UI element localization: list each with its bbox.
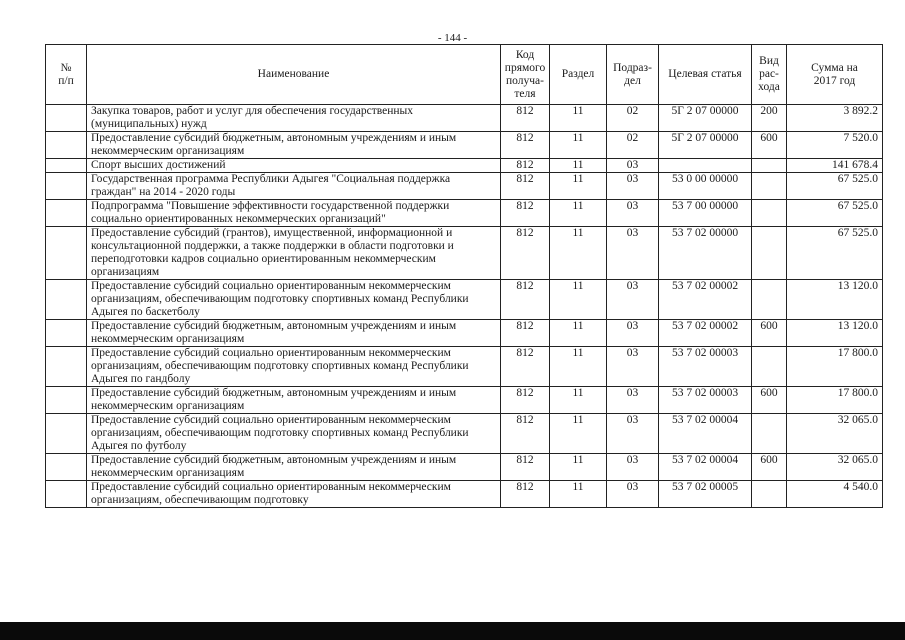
cell-amount: 141 678.4 — [787, 159, 883, 173]
table-row — [46, 387, 883, 414]
cell-code: 812 — [501, 387, 550, 414]
scan-bottom-edge — [0, 622, 905, 640]
cell-expense-type — [752, 159, 787, 173]
cell-amount: 4 540.0 — [787, 481, 883, 508]
cell-num — [46, 227, 87, 280]
table-row — [46, 454, 883, 481]
cell-amount: 32 065.0 — [787, 454, 883, 481]
cell-subsection: 03 — [607, 200, 659, 227]
cell-amount: 3 892.2 — [787, 105, 883, 132]
cell-name: Предоставление субсидий бюджетным, автономным учреждениям и иным некоммерческим организациям — [87, 454, 501, 481]
cell-name: Государственная программа Республики Адыгея "Социальная поддержка граждан" на 2014 - 2020 годы — [87, 173, 501, 200]
page-number: - 144 - — [437, 32, 468, 44]
table-row — [46, 227, 883, 280]
cell-subsection: 03 — [607, 414, 659, 454]
cell-target: 53 0 00 00000 — [659, 173, 752, 200]
header-expense-type: Вид рас- хода — [752, 45, 787, 105]
table-row — [46, 280, 883, 320]
cell-target: 53 7 02 00002 — [659, 280, 752, 320]
cell-target: 5Г 2 07 00000 — [659, 132, 752, 159]
cell-subsection: 02 — [607, 132, 659, 159]
cell-amount: 17 800.0 — [787, 347, 883, 387]
cell-target: 53 7 02 00002 — [659, 320, 752, 347]
cell-subsection: 03 — [607, 481, 659, 508]
cell-target: 53 7 02 00004 — [659, 454, 752, 481]
cell-code: 812 — [501, 320, 550, 347]
header-num: № п/п — [46, 45, 87, 105]
cell-section: 11 — [550, 347, 607, 387]
cell-amount: 7 520.0 — [787, 132, 883, 159]
cell-code: 812 — [501, 159, 550, 173]
cell-amount: 13 120.0 — [787, 320, 883, 347]
cell-expense-type — [752, 414, 787, 454]
cell-target: 53 7 02 00004 — [659, 414, 752, 454]
cell-section: 11 — [550, 414, 607, 454]
table-row — [46, 159, 883, 173]
cell-section: 11 — [550, 159, 607, 173]
cell-section: 11 — [550, 320, 607, 347]
cell-name: Спорт высших достижений — [87, 159, 501, 173]
cell-code: 812 — [501, 454, 550, 481]
table-row — [46, 200, 883, 227]
cell-num — [46, 173, 87, 200]
cell-section: 11 — [550, 280, 607, 320]
cell-subsection: 02 — [607, 105, 659, 132]
cell-num — [46, 454, 87, 481]
cell-amount: 67 525.0 — [787, 227, 883, 280]
cell-section: 11 — [550, 454, 607, 481]
cell-code: 812 — [501, 132, 550, 159]
cell-code: 812 — [501, 414, 550, 454]
header-target: Целевая статья — [659, 45, 752, 105]
cell-code: 812 — [501, 280, 550, 320]
cell-name: Предоставление субсидий социально ориентированным некоммерческим организациям, обеспечивающим подготовку спортивных команд Республики Адыгея по баскетболу — [87, 280, 501, 320]
cell-name: Предоставление субсидий социально ориентированным некоммерческим организациям, обеспечивающим подготовку спортивных команд Республики Адыгея по гандболу — [87, 347, 501, 387]
table-row — [46, 132, 883, 159]
table-header-row — [46, 45, 883, 105]
cell-section: 11 — [550, 200, 607, 227]
cell-num — [46, 347, 87, 387]
cell-name: Предоставление субсидий бюджетным, автономным учреждениям и иным некоммерческим организациям — [87, 387, 501, 414]
cell-name: Предоставление субсидий социально ориентированным некоммерческим организациям, обеспечивающим подготовку — [87, 481, 501, 508]
cell-subsection: 03 — [607, 347, 659, 387]
cell-expense-type — [752, 481, 787, 508]
cell-section: 11 — [550, 387, 607, 414]
cell-name: Предоставление субсидий социально ориентированным некоммерческим организациям, обеспечивающим подготовку спортивных команд Республики Адыгея по футболу — [87, 414, 501, 454]
cell-subsection: 03 — [607, 280, 659, 320]
cell-amount: 13 120.0 — [787, 280, 883, 320]
cell-expense-type — [752, 173, 787, 200]
table-row — [46, 173, 883, 200]
cell-expense-type: 600 — [752, 387, 787, 414]
cell-name: Закупка товаров, работ и услуг для обеспечения государственных (муниципальных) нужд — [87, 105, 501, 132]
cell-expense-type — [752, 347, 787, 387]
cell-num — [46, 159, 87, 173]
cell-target: 53 7 02 00003 — [659, 387, 752, 414]
cell-num — [46, 105, 87, 132]
table-row — [46, 320, 883, 347]
cell-code: 812 — [501, 105, 550, 132]
cell-num — [46, 414, 87, 454]
cell-num — [46, 200, 87, 227]
cell-target — [659, 159, 752, 173]
cell-code: 812 — [501, 481, 550, 508]
cell-target: 53 7 02 00000 — [659, 227, 752, 280]
cell-amount: 67 525.0 — [787, 200, 883, 227]
cell-code: 812 — [501, 347, 550, 387]
cell-section: 11 — [550, 105, 607, 132]
cell-subsection: 03 — [607, 454, 659, 481]
cell-name: Предоставление субсидий бюджетным, автономным учреждениям и иным некоммерческим организациям — [87, 320, 501, 347]
cell-num — [46, 132, 87, 159]
cell-amount: 32 065.0 — [787, 414, 883, 454]
cell-subsection: 03 — [607, 227, 659, 280]
cell-amount: 17 800.0 — [787, 387, 883, 414]
cell-expense-type: 600 — [752, 132, 787, 159]
cell-expense-type: 600 — [752, 320, 787, 347]
cell-num — [46, 280, 87, 320]
header-amount: Сумма на 2017 год — [787, 45, 883, 105]
cell-expense-type — [752, 227, 787, 280]
budget-table — [45, 44, 883, 508]
cell-code: 812 — [501, 200, 550, 227]
cell-target: 53 7 02 00005 — [659, 481, 752, 508]
cell-target: 5Г 2 07 00000 — [659, 105, 752, 132]
cell-num — [46, 387, 87, 414]
header-subsection: Подраз- дел — [607, 45, 659, 105]
cell-section: 11 — [550, 227, 607, 280]
cell-code: 812 — [501, 173, 550, 200]
cell-expense-type — [752, 280, 787, 320]
cell-target: 53 7 02 00003 — [659, 347, 752, 387]
header-name: Наименование — [87, 45, 501, 105]
cell-section: 11 — [550, 481, 607, 508]
cell-name: Подпрограмма "Повышение эффективности государственной поддержки социально ориентированных некоммерческих организаций" — [87, 200, 501, 227]
cell-section: 11 — [550, 132, 607, 159]
cell-num — [46, 320, 87, 347]
cell-num — [46, 481, 87, 508]
cell-expense-type — [752, 200, 787, 227]
cell-amount: 67 525.0 — [787, 173, 883, 200]
cell-name: Предоставление субсидий (грантов), имущественной, информационной и консультационной поддержки, а также поддержки в области подготовки и переподготовки кадров социально ориентированным некоммерческим организациям — [87, 227, 501, 280]
cell-expense-type: 600 — [752, 454, 787, 481]
cell-target: 53 7 00 00000 — [659, 200, 752, 227]
cell-subsection: 03 — [607, 173, 659, 200]
cell-subsection: 03 — [607, 320, 659, 347]
cell-code: 812 — [501, 227, 550, 280]
cell-subsection: 03 — [607, 387, 659, 414]
header-code: Код прямого получа- теля — [501, 45, 550, 105]
table-row — [46, 347, 883, 387]
cell-section: 11 — [550, 173, 607, 200]
table-row — [46, 105, 883, 132]
header-section: Раздел — [550, 45, 607, 105]
cell-name: Предоставление субсидий бюджетным, автономным учреждениям и иным некоммерческим организациям — [87, 132, 501, 159]
cell-subsection: 03 — [607, 159, 659, 173]
table-row — [46, 414, 883, 454]
table-row — [46, 481, 883, 508]
cell-expense-type: 200 — [752, 105, 787, 132]
